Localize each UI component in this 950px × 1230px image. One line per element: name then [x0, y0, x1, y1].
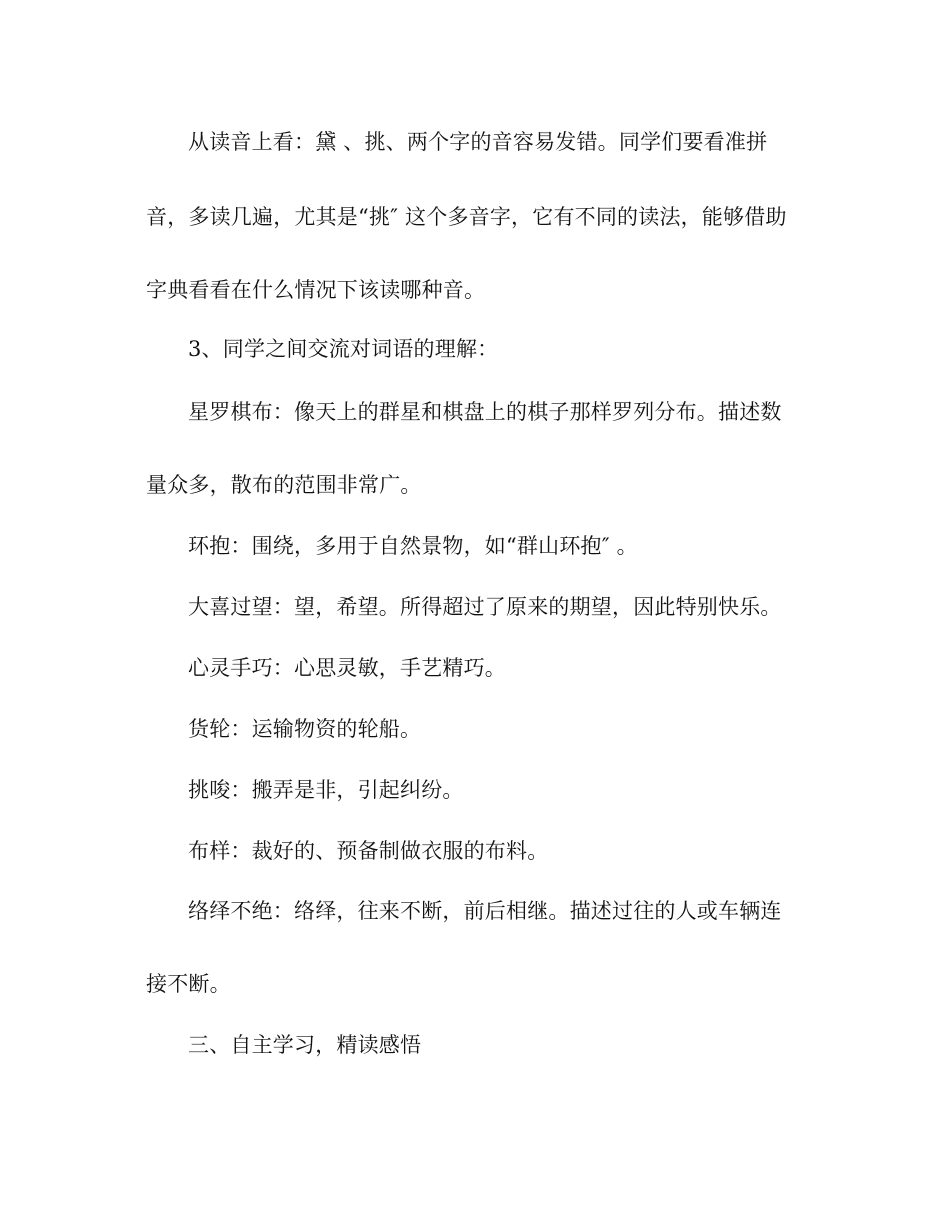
paragraph-pronunciation-line-2: 音，多读几遍，尤其是“挑″ 这个多音字，它有不同的读法，能够借助: [146, 205, 787, 229]
definition-luoyibujue-line-2: 接不断。: [146, 972, 231, 996]
definition-xingluoqibu-line-2: 量众多，散布的范围非常广。: [146, 473, 422, 497]
definition-luoyibujue-line-1: 络绎不绝：络绎，往来不断，前后相继。描述过往的人或车辆连: [188, 899, 782, 923]
section-heading-vocabulary: 3、同学之间交流对词语的理解：: [188, 337, 499, 361]
paragraph-pronunciation-line-3: 字典看看在什么情况下该读哪种音。: [146, 278, 486, 302]
definition-tiaosuo: 挑唆：搬弄是非，引起纠纷。: [188, 778, 464, 802]
definition-daxiguowang: 大喜过望：望，希望。所得超过了原来的期望，因此特别快乐。: [188, 595, 782, 619]
definition-huanbao: 环抱：围绕，多用于自然景物，如“群山环抱″ 。: [188, 534, 638, 558]
definition-buyang: 布样：裁好的、预备制做衣服的布料。: [188, 839, 549, 863]
section-heading-self-study: 三、自主学习，精读感悟: [188, 1033, 422, 1057]
definition-xingluoqibu-line-1: 星罗棋布：像天上的群星和棋盘上的棋子那样罗列分布。描述数: [188, 400, 782, 424]
paragraph-pronunciation-line-1: 从读音上看：黛 、挑、两个字的音容易发错。同学们要看准拼: [188, 130, 768, 154]
definition-huolun: 货轮：运输物资的轮船。: [188, 717, 422, 741]
definition-xinlingshouqiao: 心灵手巧：心思灵敏，手艺精巧。: [188, 656, 506, 680]
